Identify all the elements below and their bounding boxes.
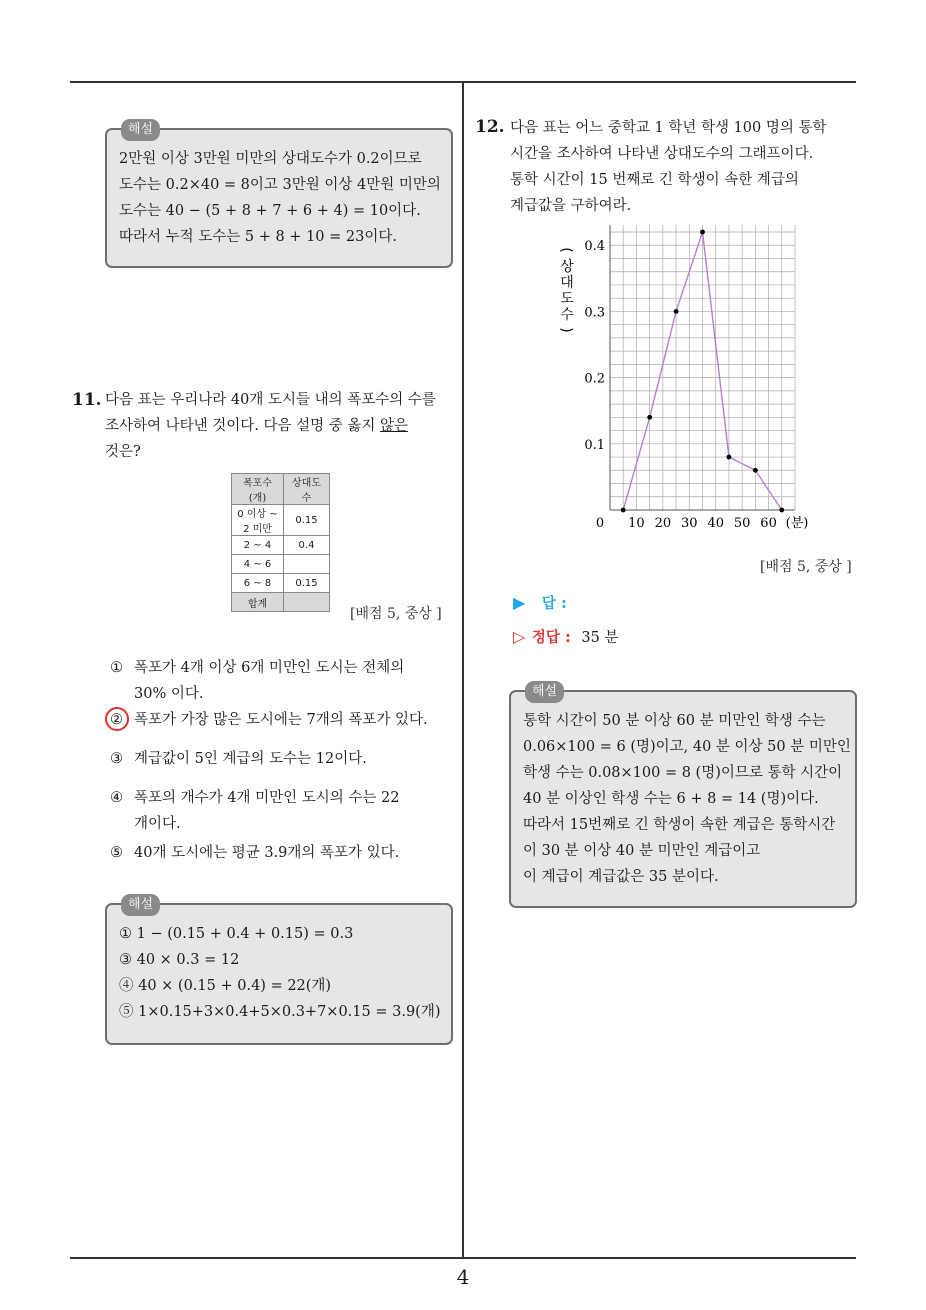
question-line: 시간을 조사하여 나타낸 상대도수의 그래프이다. (510, 146, 814, 162)
solution-line: ① 1 − (0.15 + 0.4 + 0.15) = 0.3 (119, 926, 354, 942)
table-row (232, 555, 330, 574)
table-row (232, 536, 330, 555)
y-tick-label: 0.2 (584, 371, 605, 387)
choice-text: 폭포가 가장 많은 도시에는 7개의 폭포가 있다. (134, 712, 428, 728)
chart-ylabel (558, 247, 574, 332)
table-cell: 0.15 (284, 505, 330, 536)
correct-label: 정답 : (531, 630, 571, 646)
x-tick-label: 60 (760, 516, 777, 531)
question-11-number: 11. (72, 390, 102, 410)
y-axis-label-char: 수 (560, 307, 574, 323)
table-row (232, 505, 330, 536)
y-axis-label-char: 도 (560, 291, 574, 307)
y-axis-label-char: ( (558, 247, 574, 253)
solution-line: 도수는 0.2×40 = 8이고 3만원 이상 4만원 미만의 (119, 177, 441, 193)
answer-label: 답 : (541, 596, 567, 612)
solution-line: 이 30 분 이상 40 분 미만인 계급이고 (523, 843, 761, 859)
correct-answer-line (513, 626, 618, 647)
y-axis-label-char: ) (558, 327, 574, 333)
choice-number: ① (110, 660, 123, 676)
y-tick-label: 0.4 (584, 239, 605, 255)
answer-input-line[interactable] (513, 592, 567, 613)
solution-line: 도수는 40 − (5 + 8 + 7 + 6 + 4) = 10이다. (119, 203, 421, 219)
solution-tag: 해설 (121, 894, 160, 916)
choice-1[interactable] (110, 655, 404, 707)
y-tick-label: 0.3 (584, 305, 605, 321)
solution-line: 이 계급이 계급값은 35 분이다. (523, 869, 719, 885)
correct-value: 35 분 (581, 630, 619, 646)
question-line: 조사하여 나타낸 것이다. 다음 설명 중 옳지 않은 (105, 418, 409, 434)
solution-line: 2만원 이상 3만원 미만의 상대도수가 0.2이므로 (119, 151, 422, 167)
choice-4[interactable] (110, 785, 399, 837)
choice-number: ③ (110, 751, 123, 767)
table-header: 상대도수 (284, 474, 330, 505)
y-axis-label-char: 대 (560, 275, 574, 291)
data-point (779, 508, 784, 513)
question-line: 계급값을 구하여라. (510, 198, 632, 214)
solution-tag: 해설 (121, 119, 160, 141)
table-cell: 0.15 (284, 574, 330, 593)
data-point (621, 508, 626, 513)
question-12-score: [배점 5, 중상 ] (760, 559, 852, 575)
table-cell: 4 ~ 6 (232, 555, 284, 574)
solution-line: ⑤ 1×0.15+3×0.4+5×0.3+7×0.15 = 3.9(개) (119, 1004, 441, 1020)
question-11-solution-box (105, 897, 453, 1045)
outline-triangle-icon: ▷ (513, 627, 526, 646)
question-12-text (510, 115, 856, 219)
play-icon: ▶ (513, 593, 526, 612)
choice-2[interactable] (110, 707, 428, 733)
data-point (727, 455, 732, 460)
x-tick-label: 30 (681, 516, 698, 531)
solution-line: 0.06×100 = 6 (명)이고, 40 분 이상 50 분 미만인 (523, 739, 851, 755)
data-point (753, 468, 758, 473)
data-point (700, 230, 705, 235)
choice-number: ④ (110, 790, 123, 806)
table-cell: 0 이상 ~ 2 미만 (232, 505, 284, 536)
choice-3[interactable] (110, 746, 367, 772)
question-11-text (105, 387, 455, 465)
solution-line: 학생 수는 0.08×100 = 8 (명)이므로 통학 시간이 (523, 765, 843, 781)
question-12-number: 12. (475, 117, 505, 137)
solution-line: 통학 시간이 50 분 이상 60 분 미만인 학생 수는 (523, 713, 826, 729)
x-axis-label: (분) (785, 516, 809, 531)
table-total-row (232, 593, 330, 612)
x-tick-label: 50 (733, 516, 751, 531)
choice-text: 폭포가 4개 이상 6개 미만인 도시는 전체의 (134, 660, 405, 676)
x-tick-label: 20 (654, 516, 672, 531)
choice-text: 계급값이 5인 계급의 도수는 12이다. (134, 751, 367, 767)
table-cell (284, 593, 330, 612)
table-cell: 합계 (232, 593, 284, 612)
choice-text-cont: 30% 이다. (134, 686, 204, 702)
choice-text: 폭포의 개수가 4개 미만인 도시의 수는 22 (134, 790, 400, 806)
question-11-score: [배점 5, 중상 ] (350, 606, 442, 622)
underlined-word: 않은 (380, 418, 409, 434)
chart-ticks (584, 239, 808, 531)
choice-text-cont: 개이다. (134, 816, 181, 832)
y-tick-label: 0.1 (584, 437, 605, 453)
relative-frequency-chart (555, 225, 815, 535)
solution-line: 따라서 누적 도수는 5 + 8 + 10 = 23이다. (119, 229, 397, 245)
table-cell: 2 ~ 4 (232, 536, 284, 555)
x-tick-label: 0 (595, 516, 605, 531)
question-line: 통학 시간이 15 번째로 긴 학생이 속한 계급의 (510, 172, 799, 188)
x-tick-label: 10 (628, 516, 645, 531)
solution-line: ④ 40 × (0.15 + 0.4) = 22(개) (119, 978, 332, 994)
table-header-row (232, 474, 330, 505)
table-header: 폭포수(개) (232, 474, 284, 505)
table-cell: 0.4 (284, 536, 330, 555)
column-divider (462, 82, 464, 1258)
x-tick-label: 40 (707, 516, 724, 531)
question-line: 다음 표는 우리나라 40개 도시들 내의 폭포수의 수를 (105, 392, 436, 408)
solution-line: 40 분 이상인 학생 수는 6 + 8 = 14 (명)이다. (523, 791, 819, 807)
choice-text: 40개 도시에는 평균 3.9개의 폭포가 있다. (134, 845, 400, 861)
question-line: 것은? (105, 444, 141, 460)
prev-solution-box (105, 122, 453, 268)
table-row (232, 574, 330, 593)
data-point (674, 309, 679, 314)
frequency-table (231, 473, 330, 612)
data-point (647, 415, 652, 420)
table-cell: 6 ~ 8 (232, 574, 284, 593)
question-12-solution-box (509, 684, 857, 908)
question-line: 다음 표는 어느 중학교 1 학년 학생 100 명의 통학 (510, 120, 827, 136)
page-number: 4 (456, 1265, 470, 1289)
chart-grid (610, 225, 795, 510)
solution-line: 따라서 15번째로 긴 학생이 속한 계급은 통학시간 (523, 817, 836, 833)
choice-5[interactable] (110, 840, 399, 866)
choice-number: ⑤ (110, 845, 123, 861)
selected-answer-mark (105, 707, 129, 731)
choice-number: ② (110, 712, 123, 728)
solution-line: ③ 40 × 0.3 = 12 (119, 952, 240, 968)
y-axis-label-char: 상 (560, 259, 574, 275)
table-cell (284, 555, 330, 574)
solution-tag: 해설 (525, 681, 564, 703)
